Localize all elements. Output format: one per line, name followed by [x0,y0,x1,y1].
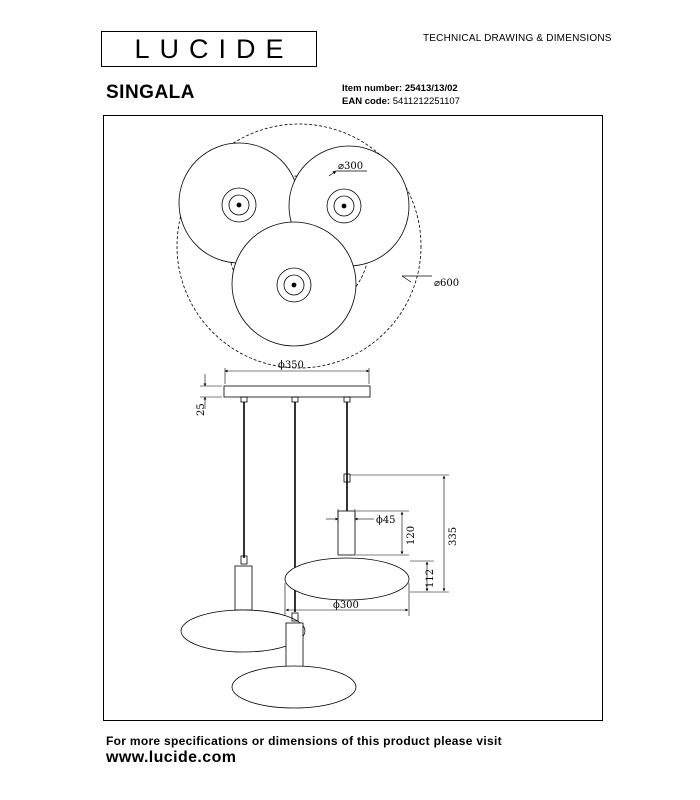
dim-canopy-height: 25 [196,403,207,416]
technical-drawing [103,115,603,721]
item-number-label: Item number: [342,83,403,94]
dim-shade-height: 112 [425,568,436,588]
shade-right [285,558,409,600]
footer-text: For more specifications or dimensions of this product please visit [106,734,502,748]
ean-value: 5411212251107 [392,96,460,107]
dim-socket-height: 120 [406,525,417,545]
dim-canopy-diameter: ϕ350 [278,360,304,371]
drawing-svg [104,116,604,722]
dim-pendant-height: 335 [448,526,459,546]
dim-shade-diameter-side: ϕ300 [333,600,359,611]
item-number-value: 25413/13/02 [404,83,458,94]
item-number-row [342,82,460,95]
dim-overall-diameter: ⌀600 [434,278,460,289]
canopy [224,386,370,397]
lucide-logo [101,31,317,67]
socket-middle [286,623,303,667]
dim-shade-diameter-top: ⌀300 [338,161,364,172]
document-type-label: TECHNICAL DRAWING & DIMENSIONS [423,33,612,44]
ean-label: EAN code: [342,96,391,107]
dim-socket-diameter: ϕ45 [376,515,396,526]
socket-right [338,511,355,555]
shade-middle [232,666,356,708]
website-link[interactable]: www.lucide.com [106,749,237,766]
ean-row [342,95,460,108]
logo-text: LUCIDE [134,33,294,64]
product-name: SINGALA [106,82,195,103]
product-meta [342,82,460,108]
socket-left [235,566,252,610]
top-view [177,124,432,368]
